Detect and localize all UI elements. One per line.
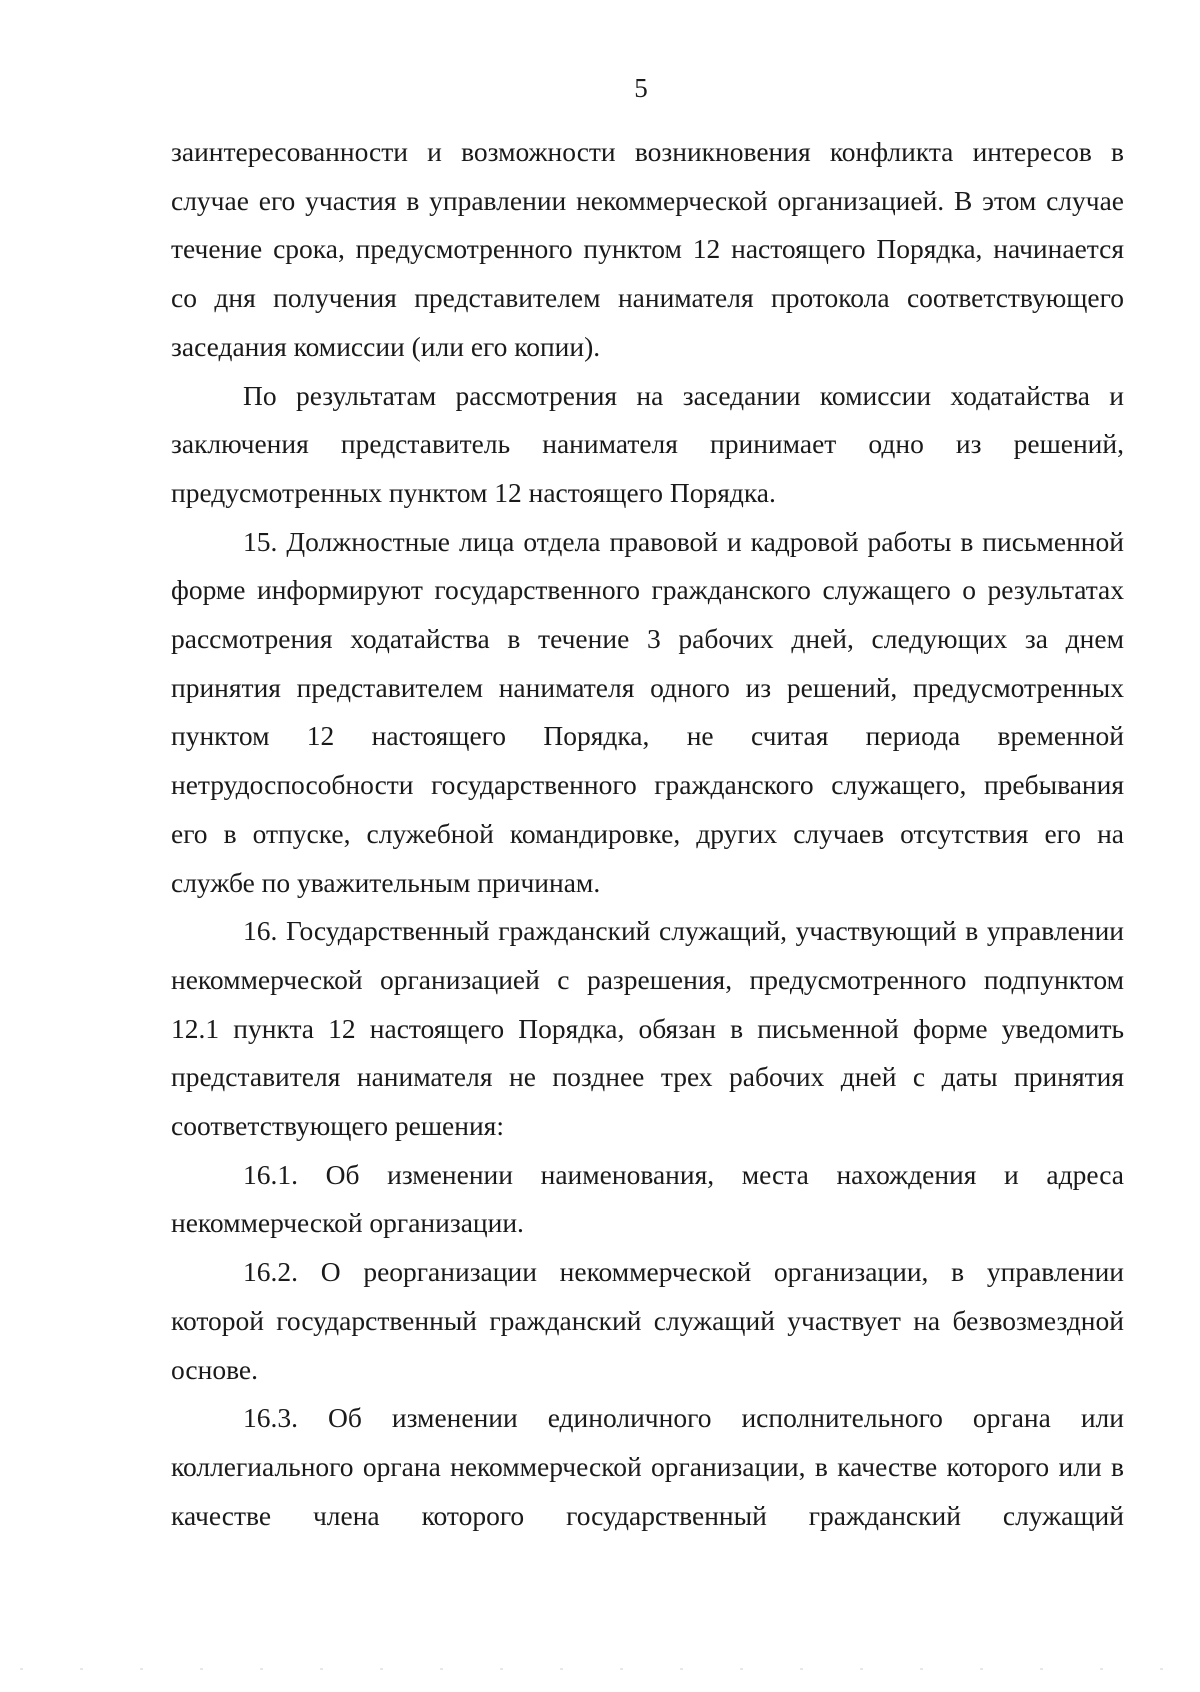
paragraph-item-16-3: 16.3. Об изменении единоличного исполнительного органа или коллегиального органа некоммерческой организации, в качестве которого или в качестве члена которого государственный гражданский служащий bbox=[171, 1402, 1124, 1531]
paragraph-continuation: заинтересованности и возможности возникновения конфликта интересов в случае его участия в управлении некоммерческой организацией. В этом случае течение срока, предусмотренного пунктом 12 настоящего Порядка, начинается со дня получения представителем нанимателя протокола соответствующего заседания комиссии (или его копии). bbox=[171, 136, 1124, 362]
paragraph-item-15: 15. Должностные лица отдела правовой и кадровой работы в письменной форме информируют государственного гражданского служащего о результатах рассмотрения ходатайства в течение 3 рабочих дней, следующих за днем принятия представителем нанимателя одного из решений, предусмотренных пунктом 12 настоящего Порядка, не считая периода временной нетрудоспособности государственного гражданского служащего, пребывания его в отпуске, служебной командировке, других случаев отсутствия его на службе по уважительным причинам. bbox=[171, 525, 1124, 898]
document-body bbox=[171, 128, 1124, 1540]
page-number: 5 bbox=[634, 73, 648, 103]
paragraph-decision: По результатам рассмотрения на заседании комиссии ходатайства и заключения представитель нанимателя принимает одно из решений, предусмотренных пунктом 12 настоящего Порядка. bbox=[171, 379, 1124, 508]
scan-artifact-line bbox=[20, 1668, 1180, 1670]
paragraph-item-16: 16. Государственный гражданский служащий, участвующий в управлении некоммерческой организацией с разрешения, предусмотренного подпунктом 12.1 пункта 12 настоящего Порядка, обязан в письменной форме уведомить представителя нанимателя не позднее трех рабочих дней с даты принятия соответствующего решения: bbox=[171, 915, 1124, 1142]
paragraph-item-16-2: 16.2. О реорганизации некоммерческой организации, в управлении которой государственный гражданский служащий участвует на безвозмездной основе. bbox=[171, 1256, 1124, 1385]
paragraph-item-16-1: 16.1. Об изменении наименования, места нахождения и адреса некоммерческой организации. bbox=[171, 1158, 1124, 1239]
